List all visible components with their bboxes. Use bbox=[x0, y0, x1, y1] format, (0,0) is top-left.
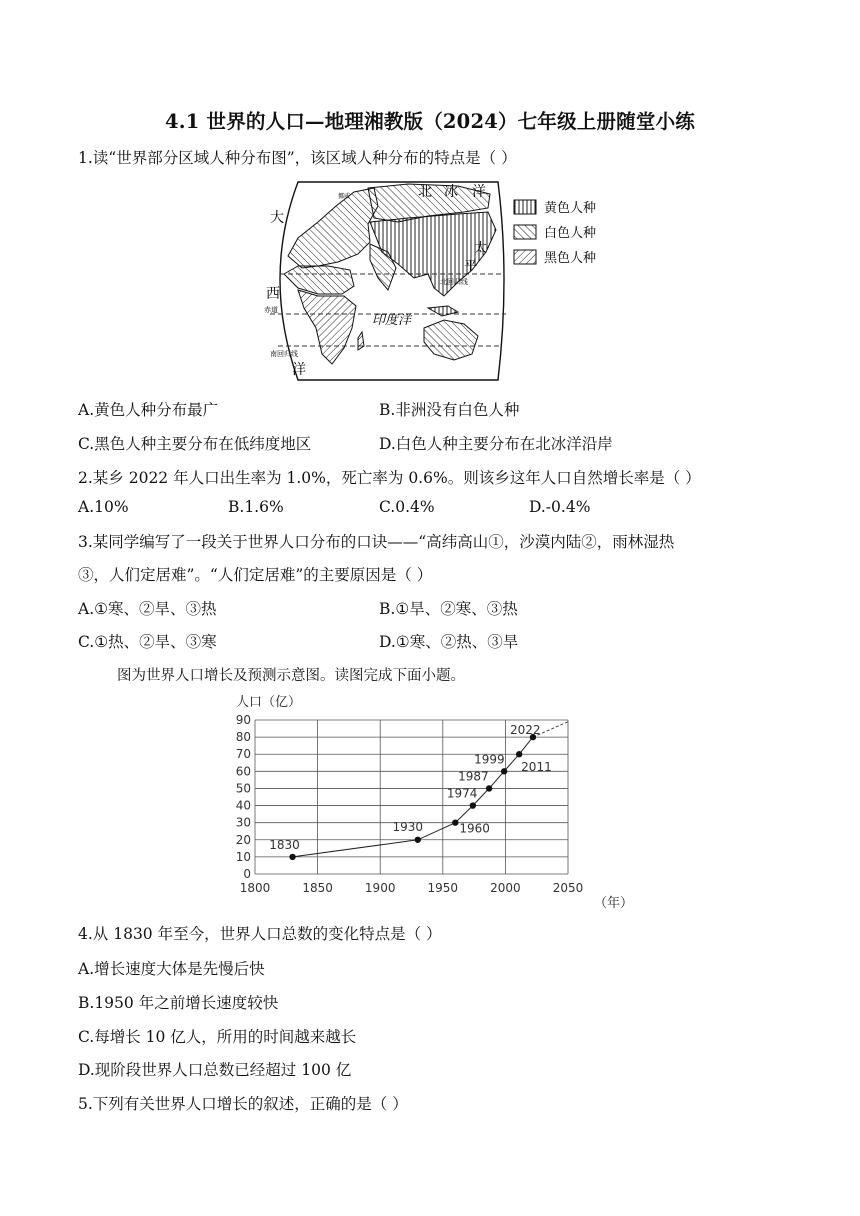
q4-option-d: D.现阶段世界人口总数已经超过 100 亿 bbox=[78, 1061, 352, 1079]
legend-swatch-black bbox=[514, 250, 536, 264]
data-point bbox=[452, 819, 458, 825]
data-point bbox=[516, 751, 522, 757]
q1-option-a: A.黄色人种分布最广 bbox=[78, 401, 219, 419]
q3-option-c: C.①热、②旱、③寒 bbox=[78, 633, 217, 651]
legend-label-white: 白色人种 bbox=[544, 226, 597, 241]
y-tick-label: 40 bbox=[235, 798, 251, 813]
map-label-tai: 太 bbox=[474, 241, 488, 256]
data-point-label: 1999 bbox=[474, 752, 505, 767]
y-tick-label: 0 bbox=[243, 867, 251, 881]
legend-label-black: 黑色人种 bbox=[544, 251, 597, 266]
q1-option-c: C.黑色人种主要分布在低纬度地区 bbox=[78, 435, 312, 453]
q3-option-d: D.①寒、②热、③旱 bbox=[379, 633, 519, 651]
map-label-ping: 平 bbox=[464, 259, 478, 274]
map-label-bei: 北 bbox=[418, 184, 432, 200]
map-label-xi: 西 bbox=[266, 286, 280, 302]
q4-option-b: B.1950 年之前增长速度较快 bbox=[78, 994, 279, 1012]
y-tick-label: 80 bbox=[235, 730, 251, 745]
q2-option-d: D.-0.4% bbox=[529, 498, 591, 516]
y-tick-label: 30 bbox=[235, 815, 251, 830]
legend-label-yellow: 黄色人种 bbox=[544, 201, 597, 216]
data-point-label: 1930 bbox=[392, 819, 424, 834]
y-tick-label: 70 bbox=[235, 747, 251, 762]
q2-option-b: B.1.6% bbox=[228, 498, 284, 516]
legend-swatch-yellow bbox=[514, 200, 536, 214]
q1-option-b: B.非洲没有白色人种 bbox=[379, 401, 520, 419]
x-tick-label: 2000 bbox=[490, 881, 521, 895]
chart-intro-text: 图为世界人口增长及预测示意图。读图完成下面小题。 bbox=[117, 668, 465, 684]
data-point bbox=[289, 854, 295, 860]
map-label-tropic-capricorn: 南回归线 bbox=[270, 350, 298, 358]
q2-option-a: A.10% bbox=[78, 498, 129, 516]
y-tick-label: 60 bbox=[235, 764, 251, 779]
q2-option-c: C.0.4% bbox=[379, 498, 435, 516]
population-chart-svg bbox=[222, 690, 634, 912]
q3-option-b: B.①旱、②寒、③热 bbox=[379, 600, 518, 618]
document-title: 4.1 世界的人口—地理湘教版（2024）七年级上册随堂小练 bbox=[165, 110, 695, 133]
y-tick-label: 20 bbox=[235, 832, 251, 847]
map-label-norway: 挪威 bbox=[338, 193, 351, 200]
map-label-indian-ocean: 印度洋 bbox=[372, 313, 412, 328]
chart-grid bbox=[255, 720, 568, 874]
map-label-bing: 冰 bbox=[444, 184, 458, 200]
q4-option-a: A.增长速度大体是先慢后快 bbox=[78, 960, 265, 978]
map-label-tropic-cancer: 北回归线 bbox=[440, 278, 468, 286]
map-label-yang-west: 洋 bbox=[292, 362, 306, 378]
map-label-yang-north: 洋 bbox=[472, 184, 486, 200]
x-tick-label: 1800 bbox=[239, 881, 271, 895]
data-point-label: 2022 bbox=[509, 723, 541, 738]
chart-ticks bbox=[236, 713, 584, 895]
data-point-label: 1974 bbox=[446, 786, 478, 801]
chart-x-axis-unit: （年） bbox=[594, 896, 634, 911]
question-3-stem-line2: ③，人们定居难”。“人们定居难”的主要原因是（ ） bbox=[78, 566, 433, 584]
data-point-label: 1830 bbox=[269, 837, 300, 852]
y-tick-label: 90 bbox=[235, 713, 251, 727]
q3-option-a: A.①寒、②旱、③热 bbox=[78, 600, 217, 618]
data-point-label: 1987 bbox=[458, 769, 489, 784]
map-label-equator: 赤道 bbox=[264, 306, 278, 314]
legend-swatch-white bbox=[514, 225, 536, 239]
question-4-stem: 4.从 1830 年至今，世界人口总数的变化特点是（ ） bbox=[78, 925, 442, 943]
data-point-label: 1960 bbox=[459, 821, 490, 836]
race-distribution-map bbox=[258, 178, 608, 388]
question-3-stem-line1: 3.某同学编写了一段关于世界人口分布的口诀——“高纬高山①，沙漠内陆②，雨林湿热 bbox=[78, 533, 675, 551]
question-5-stem: 5.下列有关世界人口增长的叙述，正确的是（ ） bbox=[78, 1095, 408, 1113]
data-point bbox=[415, 837, 421, 843]
map-label-da: 大 bbox=[270, 210, 284, 226]
y-tick-label: 50 bbox=[235, 781, 251, 796]
x-tick-label: 1850 bbox=[302, 881, 333, 895]
x-tick-label: 1900 bbox=[364, 881, 396, 895]
data-point-label: 2011 bbox=[521, 760, 552, 775]
data-point bbox=[470, 802, 476, 808]
x-tick-label: 1950 bbox=[427, 881, 459, 895]
x-tick-label: 2050 bbox=[552, 881, 584, 895]
chart-y-axis-label: 人口（亿） bbox=[236, 695, 302, 710]
data-point bbox=[501, 768, 507, 774]
y-tick-label: 10 bbox=[235, 849, 251, 864]
population-growth-chart bbox=[222, 690, 634, 916]
q4-option-c: C.每增长 10 亿人，所用的时间越来越长 bbox=[78, 1028, 357, 1046]
question-1-stem: 1.读“世界部分区域人种分布图”，该区域人种分布的特点是（ ） bbox=[78, 149, 517, 167]
data-point bbox=[486, 785, 492, 791]
q1-option-d: D.白色人种主要分布在北冰洋沿岸 bbox=[379, 435, 613, 453]
chart-lines bbox=[293, 722, 568, 857]
question-2-stem: 2.某乡 2022 年人口出生率为 1.0%，死亡率为 0.6%。则该乡这年人口自然增长率是（ ） bbox=[78, 469, 701, 487]
